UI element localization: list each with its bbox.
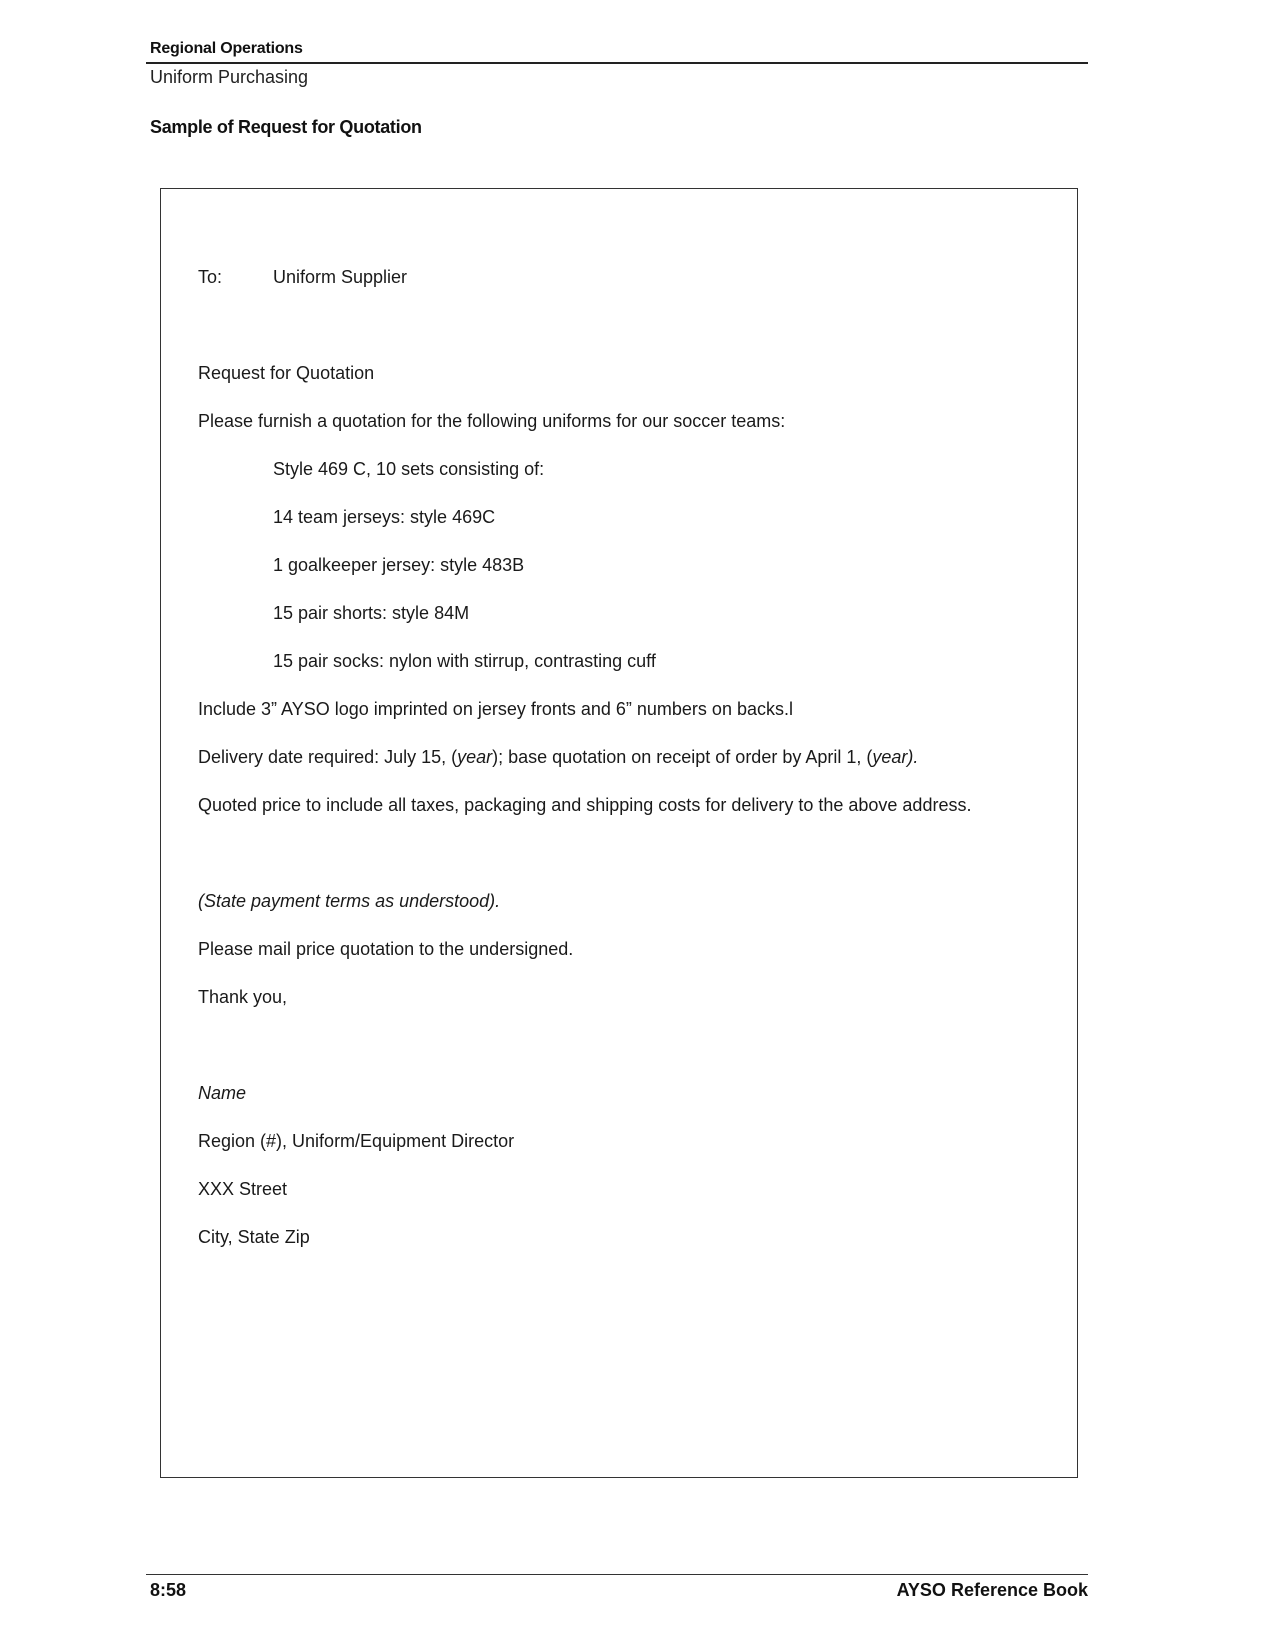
signature-title: Region (#), Uniform/Equipment Director: [198, 1131, 515, 1151]
mail-instructions: Please mail price quotation to the undersigned.: [198, 939, 574, 959]
signature-city: City, State Zip: [198, 1227, 310, 1247]
payment-terms: (State payment terms as understood).: [198, 891, 501, 911]
item-line: 1 goalkeeper jersey: style 483B: [273, 555, 525, 575]
header-subtitle: Uniform Purchasing: [150, 67, 309, 87]
section-title: Regional Operations: [150, 40, 303, 57]
delivery-text: );: [492, 747, 504, 767]
delivery-text: Delivery date required: July 15, (: [198, 747, 458, 767]
price-terms: Quoted price to include all taxes, packaging and shipping costs for delivery to the above address.: [198, 795, 972, 815]
item-line: 15 pair socks: nylon with stirrup, contrasting cuff: [273, 651, 656, 671]
item-line: Style 469 C, 10 sets consisting of:: [273, 459, 545, 479]
signature-name: Name: [198, 1083, 247, 1103]
header-divider: [146, 62, 1088, 64]
book-title: AYSO Reference Book: [896, 1580, 1088, 1600]
to-recipient: Uniform Supplier: [273, 267, 408, 287]
page-title: Sample of Request for Quotation: [150, 117, 422, 137]
signature-street: XXX Street: [198, 1179, 288, 1199]
delivery-year: year: [457, 747, 493, 767]
to-label: To:: [198, 267, 223, 287]
delivery-text: base quotation on receipt of order by April 1, (: [503, 747, 873, 767]
item-line: 14 team jerseys: style 469C: [273, 507, 496, 527]
letter-intro: Please furnish a quotation for the following uniforms for our soccer teams:: [198, 411, 786, 431]
letter-box: [160, 188, 1078, 1478]
order-year: year).: [872, 747, 919, 767]
closing: Thank you,: [198, 987, 288, 1007]
footer-divider: [146, 1574, 1088, 1575]
item-line: 15 pair shorts: style 84M: [273, 603, 470, 623]
header-section-title: [150, 38, 1088, 60]
logo-instructions: Include 3” AYSO logo imprinted on jersey fronts and 6” numbers on backs.l: [198, 699, 793, 719]
page-number: 8:58: [150, 1580, 187, 1600]
letter-subject: Request for Quotation: [198, 363, 375, 383]
delivery-line: [198, 745, 918, 769]
